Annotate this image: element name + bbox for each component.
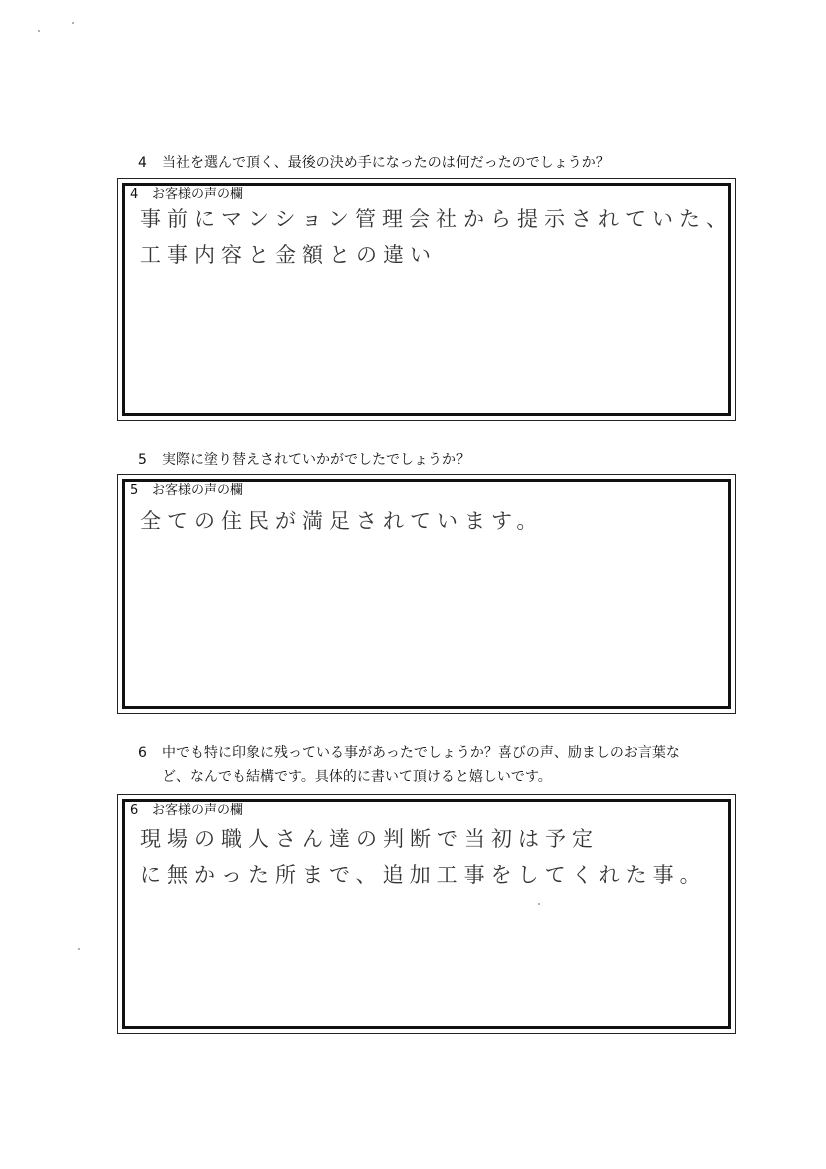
answer-box-label-text: お客様の声の欄 [152, 483, 244, 498]
question-text-line-1: 中でも特に印象に残っている事があったでしょうか？喜びの声、励ましのお言葉な [162, 745, 680, 761]
handwritten-answer-line: 現場の職人さん達の判断で当初は予定 [140, 827, 599, 851]
answer-box-5 [117, 474, 736, 714]
question-4 [138, 152, 610, 174]
question-text-line-2: ど、なんでも結構です。具体的に書いて頂けると嬉しいです。 [162, 769, 552, 785]
answer-box-label [130, 183, 243, 202]
question-5 [138, 449, 470, 471]
handwritten-answer-line: 事前にマンション管理会社から提示されていた、 [140, 207, 734, 231]
question-6-continued [162, 766, 552, 788]
handwritten-answer-line: 全ての住民が満足されています。 [140, 509, 544, 533]
answer-box-label [130, 799, 243, 818]
question-text: 当社を選んで頂く、最後の決め手になったのは何だったのでしょうか？ [162, 155, 610, 171]
scan-speck [72, 22, 74, 24]
answer-box-number: 5 [130, 483, 139, 498]
answer-box-label-text: お客様の声の欄 [152, 803, 244, 818]
question-6 [138, 742, 680, 764]
question-number: 4 [138, 155, 147, 171]
scan-speck [38, 30, 40, 32]
handwritten-answer-line: 工事内容と金額との違い [140, 243, 437, 267]
scan-speck [538, 903, 540, 905]
scan-speck [78, 948, 80, 950]
question-text: 実際に塗り替えされていかがでしたでしょうか？ [162, 452, 470, 468]
answer-box-label [130, 479, 243, 498]
answer-box-number: 6 [130, 803, 139, 818]
answer-box-6 [117, 794, 736, 1034]
question-number: 5 [138, 452, 147, 468]
answer-box-4 [117, 178, 736, 421]
answer-box-number: 4 [130, 187, 139, 202]
answer-box-label-text: お客様の声の欄 [152, 187, 244, 202]
handwritten-answer-line: に無かった所まで、追加工事をしてくれた事。 [140, 863, 707, 887]
question-number: 6 [138, 745, 147, 761]
